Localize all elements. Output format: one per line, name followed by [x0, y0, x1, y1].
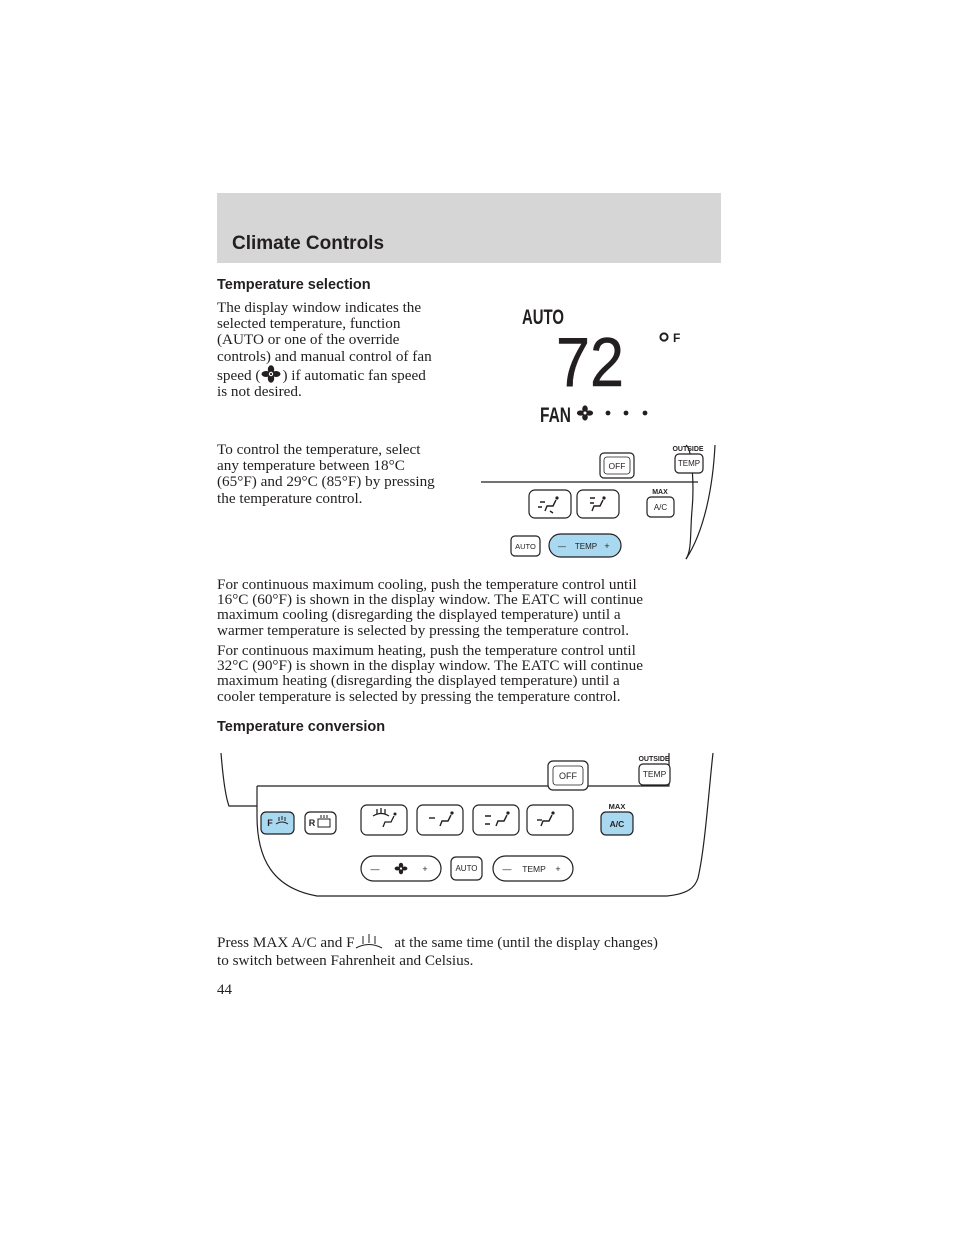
- temp-plus: +: [604, 541, 610, 551]
- auto-button[interactable]: [451, 857, 482, 880]
- max-label: MAX: [608, 802, 626, 811]
- svg-text:AUTO: AUTO: [455, 864, 478, 873]
- text-line-with-icon: speed ( ) if automatic fan speed: [217, 366, 426, 384]
- page-number: 44: [217, 982, 232, 998]
- svg-text:TEMP: TEMP: [642, 769, 667, 779]
- windshield-defrost-icon: [355, 932, 383, 950]
- floor-mode-button[interactable]: [529, 490, 571, 518]
- fan-speed-rocker-button[interactable]: [361, 856, 441, 881]
- page-title: Climate Controls: [232, 233, 385, 254]
- outside-temp-button[interactable]: [675, 454, 703, 473]
- full-control-panel-illustration: [217, 748, 717, 903]
- temp-label: TEMP: [522, 864, 546, 874]
- text-line: 32°C (90°F) is shown in the display window. The EATC will continue: [217, 657, 643, 675]
- temp-label: TEMP: [574, 542, 598, 551]
- defrost-mode-button[interactable]: [361, 805, 407, 835]
- floor-mode-button[interactable]: [527, 805, 573, 835]
- off-button[interactable]: [600, 453, 634, 478]
- svg-text:AUTO: AUTO: [515, 542, 536, 551]
- svg-text:OFF: OFF: [559, 771, 577, 781]
- display-temperature-text: 72: [556, 323, 624, 401]
- off-button[interactable]: [548, 761, 588, 790]
- panel-mode-button[interactable]: [417, 805, 463, 835]
- section-heading-temperature-conversion: Temperature conversion: [217, 719, 386, 735]
- fan-icon: [577, 405, 593, 420]
- text-line: 16°C (60°F) is shown in the display window. The EATC will continue: [217, 591, 643, 609]
- text-line: controls) and manual control of fan: [217, 347, 432, 365]
- fan-plus: +: [422, 864, 428, 874]
- paragraph-max-heating: [217, 643, 717, 704]
- svg-text:OFF: OFF: [608, 461, 626, 471]
- temp-minus: —: [502, 864, 512, 874]
- display-fan-label: FAN: [540, 404, 571, 427]
- outside-label: OUTSIDE: [672, 446, 704, 453]
- text-line: The display window indicates the: [217, 299, 422, 316]
- paragraph-temperature-range: [217, 442, 477, 507]
- panel-floor-mode-button[interactable]: [473, 805, 519, 835]
- rear-defrost-button[interactable]: [305, 812, 336, 834]
- temp-minus: —: [558, 542, 566, 551]
- text-line: For continuous maximum heating, push the temperature control until: [217, 642, 636, 659]
- max-ac-button[interactable]: [601, 812, 633, 835]
- paragraph-display-window: [217, 300, 477, 400]
- fan-speed-dots: [606, 411, 648, 416]
- svg-text:A/C: A/C: [653, 503, 668, 512]
- paragraph-max-cooling: [217, 577, 717, 638]
- text-line: maximum heating (disregarding the displayed temperature) until a: [217, 672, 620, 690]
- temp-rocker-button[interactable]: [549, 534, 621, 557]
- max-label: MAX: [652, 489, 668, 496]
- section-heading-temperature-selection: Temperature selection: [217, 277, 371, 293]
- text-line: maximum cooling (disregarding the displayed temperature) until a: [217, 606, 621, 624]
- text-line: is not desired.: [217, 382, 302, 400]
- text-line-with-icon: Press MAX A/C and F at the same time (until the display changes): [217, 934, 658, 951]
- display-mode-text: AUTO: [522, 306, 564, 329]
- display-unit-text: F: [673, 331, 681, 345]
- svg-text:R: R: [308, 818, 316, 828]
- outside-temp-button[interactable]: [639, 764, 670, 785]
- max-ac-button[interactable]: [647, 497, 674, 517]
- auto-button[interactable]: [511, 536, 540, 556]
- text-line: the temperature control.: [217, 489, 363, 507]
- temp-plus: +: [555, 864, 561, 874]
- text-line: (AUTO or one of the override: [217, 331, 400, 349]
- text-line: warmer temperature is selected by pressing the temperature control.: [217, 621, 630, 639]
- front-defrost-button[interactable]: [261, 812, 294, 834]
- climate-display-illustration: [505, 300, 705, 430]
- text-line: To control the temperature, select: [217, 441, 421, 458]
- text-line: selected temperature, function: [217, 315, 401, 333]
- text-line: to switch between Fahrenheit and Celsius.: [217, 952, 474, 969]
- svg-text:A/C: A/C: [609, 819, 625, 829]
- floor-defrost-mode-button[interactable]: [577, 490, 619, 518]
- text-line: (65°F) and 29°C (85°F) by pressing: [217, 473, 435, 491]
- outside-label: OUTSIDE: [638, 756, 670, 763]
- text-line: any temperature between 18°C: [217, 457, 405, 475]
- fan-minus: —: [370, 864, 380, 874]
- degree-icon: [660, 333, 667, 340]
- svg-text:F: F: [267, 818, 273, 828]
- temp-rocker-button[interactable]: [493, 856, 573, 881]
- control-panel-illustration: [478, 440, 723, 565]
- svg-text:TEMP: TEMP: [677, 459, 701, 468]
- text-line: cooler temperature is selected by pressing the temperature control.: [217, 687, 621, 705]
- text-line: For continuous maximum cooling, push the temperature control until: [217, 576, 637, 593]
- fan-icon: [260, 365, 282, 383]
- paragraph-conversion-instruction: [217, 932, 727, 970]
